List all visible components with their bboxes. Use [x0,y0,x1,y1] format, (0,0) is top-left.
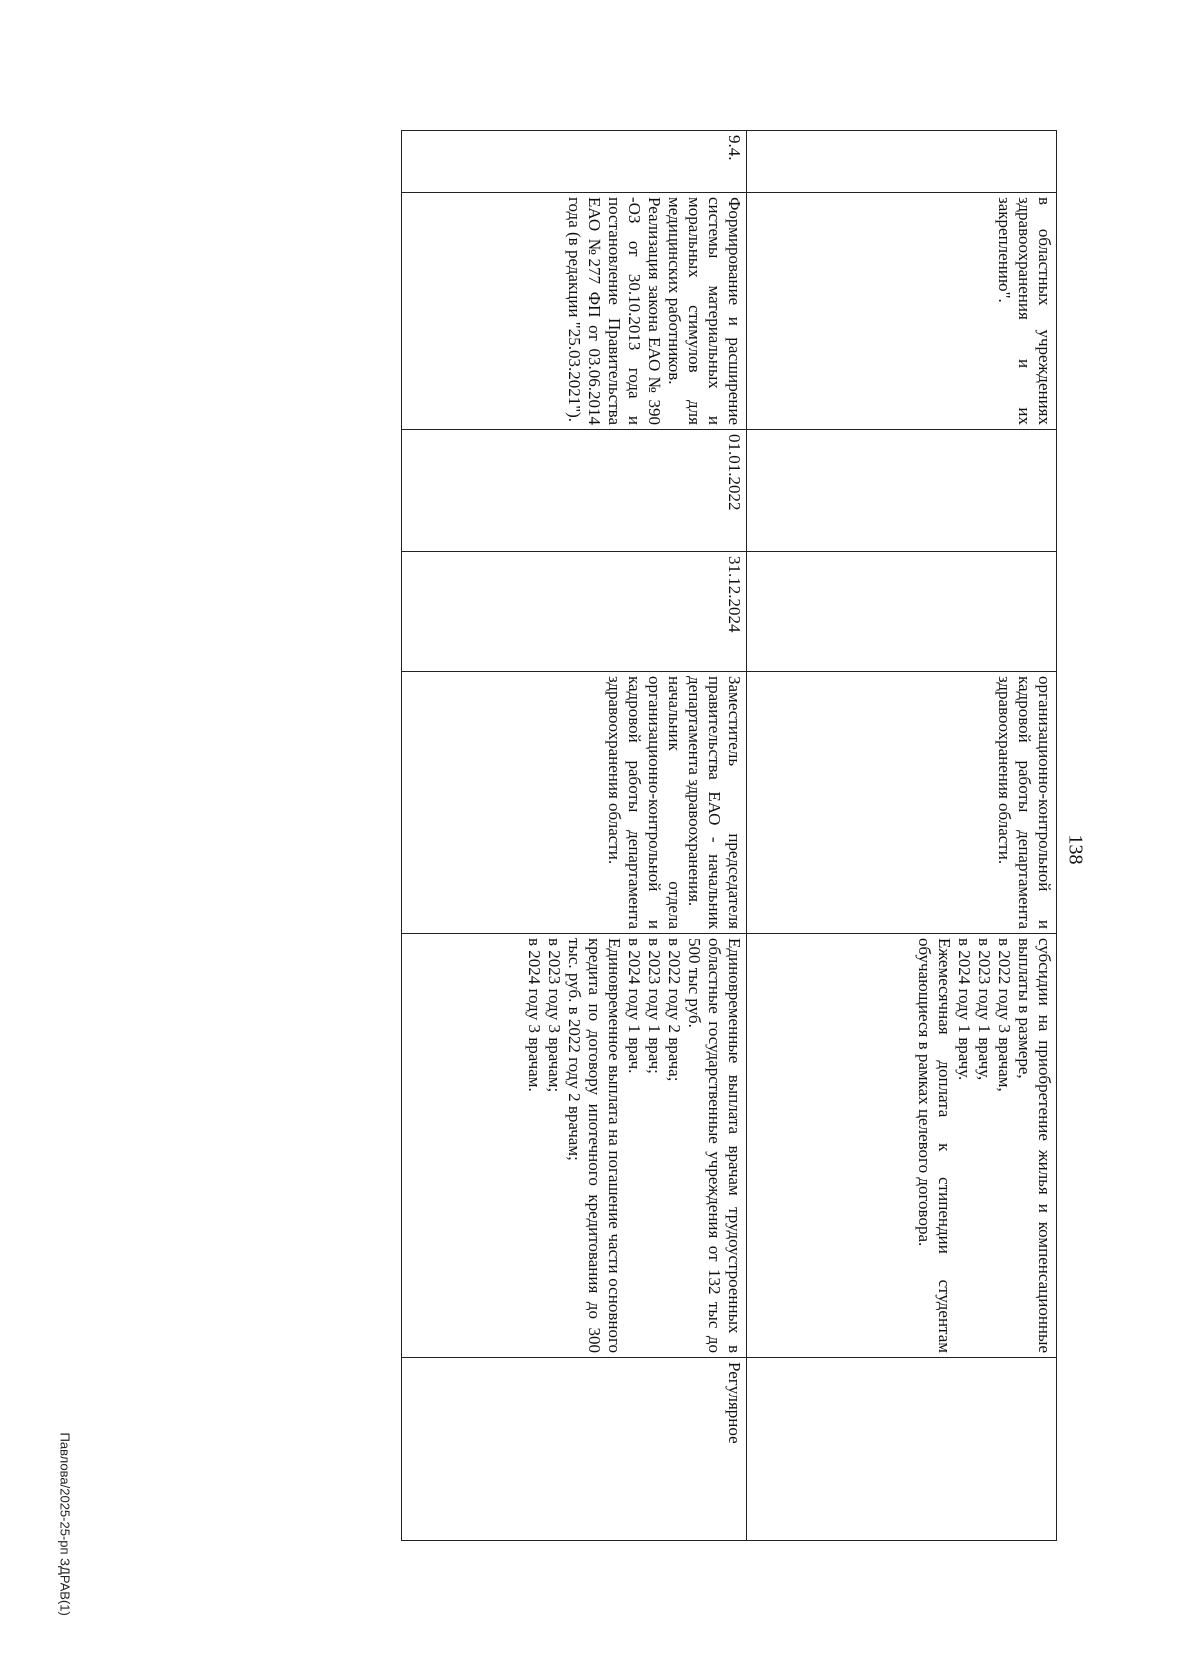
cell-responsible: Заместитель председателя правительства ЕАО - начальник департамента здравоохранения. начальник отдела организационно-контрольной и кадровой работы департамента здравоохранения области. [402,672,747,934]
cell-result: субсидии на приобретение жилья и компенсационные выплаты в размере, в 2022 году 3 врачам, в 2023 году 1 врачу, в 2024 году 1 врачу. Ежемесячная доплата к стипендии студентам обучающиеся в рамках целевого договора. [747,934,1057,1358]
cell-num: 9.4. [402,131,747,193]
cell-frequency [747,1358,1057,1541]
cell-frequency: Регулярное [402,1358,747,1541]
cell-end [747,552,1057,672]
cell-name: в областных учреждениях здравоохранения и их закреплению". [747,193,1057,430]
cell-result: Единовременные выплата врачам трудоустроенных в областные государственные учреждения от 132 тыс до 500 тыс руб. в 2022 году 2 врача; в 2023 году 1 врач; в 2024 году 1 врач. Единовременное выплата на погашение части основного кредита по договору ипотечного кредитования до 300 тыс. руб. в 2022 году 2 врачам; в 2023 году 3 врачам; в 2024 году 3 врачам. [402,934,747,1358]
cell-name: Формирование и расширение системы материальных и моральных стимулов для медицинских работников. Реализация закона ЕАО № 390 -ОЗ от 30.10.2013 года и постановление Правительства ЕАО №277 ФП от 03.06.2014 года (в редакции "25.03.2021"). [402,193,747,430]
cell-responsible: организационно-контрольной и кадровой работы департамента здравоохранения области. [747,672,1057,934]
cell-end: 31.12.2024 [402,552,747,672]
plan-table [401,130,1057,1541]
page-number: 138 [1064,834,1087,865]
table-row [747,131,1057,1541]
cell-num [747,131,1057,193]
rotated-page [397,130,1057,1540]
table-row [402,131,747,1541]
footer-stamp: Павлова/2025-25-рп ЗДРАВ(1) [57,1432,73,1616]
cell-start: 01.01.2022 [402,430,747,552]
cell-start [747,430,1057,552]
